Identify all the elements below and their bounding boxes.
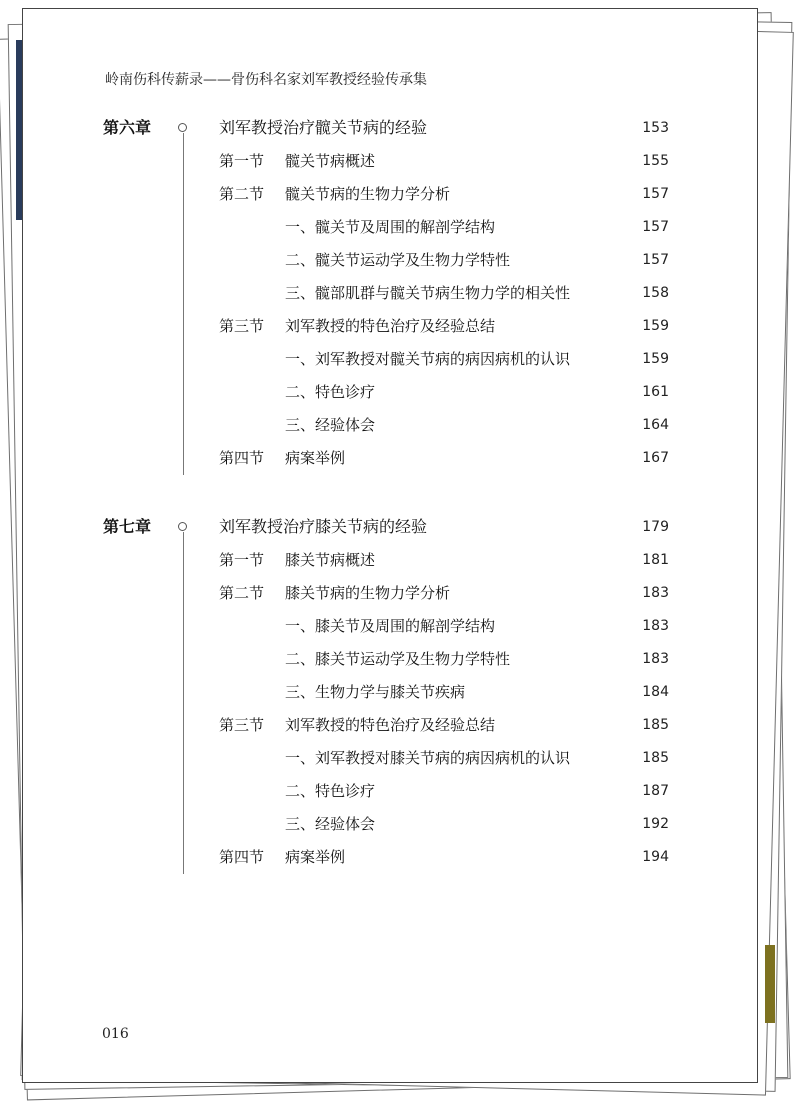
page-ref: 194 [642, 849, 669, 865]
subsection-title: 三、髋部肌群与髋关节病生物力学的相关性 [285, 284, 571, 302]
toc-section-row[interactable] [23, 447, 759, 469]
section-number: 第四节 [219, 449, 265, 467]
toc-subsection-row[interactable] [23, 381, 759, 403]
section-title: 膝关节病概述 [285, 551, 376, 569]
running-header: 岭南伤科传薪录——骨伤科名家刘军教授经验传承集 [105, 72, 427, 88]
toc-section-row[interactable] [23, 183, 759, 205]
toc-section-row[interactable] [23, 549, 759, 571]
page-ref: 185 [642, 750, 669, 766]
subsection-title: 一、髋关节及周围的解剖学结构 [285, 218, 496, 236]
toc-subsection-row[interactable] [23, 747, 759, 769]
toc-subsection-row[interactable] [23, 282, 759, 304]
chapter-title: 刘军教授治疗膝关节病的经验 [219, 517, 428, 536]
section-number: 第四节 [219, 848, 265, 866]
page-ref: 185 [642, 717, 669, 733]
section-title: 病案举例 [285, 848, 346, 866]
toc-subsection-row[interactable] [23, 813, 759, 835]
toc-subsection-row[interactable] [23, 348, 759, 370]
page-ref: 167 [642, 450, 669, 466]
section-title: 刘军教授的特色治疗及经验总结 [285, 317, 496, 335]
toc-subsection-row[interactable] [23, 414, 759, 436]
page-number: 016 [102, 1026, 129, 1042]
toc-chapter-row[interactable] [23, 117, 759, 139]
section-number: 第一节 [219, 152, 265, 170]
subsection-title: 二、特色诊疗 [285, 782, 376, 800]
page-ref: 183 [642, 651, 669, 667]
section-title: 病案举例 [285, 449, 346, 467]
page-ref: 157 [642, 219, 669, 235]
subsection-title: 一、刘军教授对膝关节病的病因病机的认识 [285, 749, 571, 767]
toc-subsection-row[interactable] [23, 615, 759, 637]
page-ref: 164 [642, 417, 669, 433]
chapter-label: 第七章 [103, 517, 152, 536]
section-title: 髋关节病的生物力学分析 [285, 185, 451, 203]
subsection-title: 三、经验体会 [285, 416, 376, 434]
toc-chapter-row[interactable] [23, 516, 759, 538]
section-number: 第一节 [219, 551, 265, 569]
subsection-title: 三、生物力学与膝关节疾病 [285, 683, 466, 701]
page-ref: 187 [642, 783, 669, 799]
toc-subsection-row[interactable] [23, 216, 759, 238]
page-ref: 161 [642, 384, 669, 400]
toc-subsection-row[interactable] [23, 249, 759, 271]
subsection-title: 二、髋关节运动学及生物力学特性 [285, 251, 511, 269]
page-ref: 157 [642, 252, 669, 268]
page-ref: 157 [642, 186, 669, 202]
section-number: 第二节 [219, 185, 265, 203]
section-number: 第三节 [219, 317, 265, 335]
subsection-title: 二、膝关节运动学及生物力学特性 [285, 650, 511, 668]
page-ref: 155 [642, 153, 669, 169]
section-title: 刘军教授的特色治疗及经验总结 [285, 716, 496, 734]
toc-section-row[interactable] [23, 714, 759, 736]
page-ref: 158 [642, 285, 669, 301]
chapter-title: 刘军教授治疗髋关节病的经验 [219, 118, 428, 137]
cover-edge-olive [765, 945, 775, 1023]
page-ref: 159 [642, 318, 669, 334]
section-title: 膝关节病的生物力学分析 [285, 584, 451, 602]
page-ref: 192 [642, 816, 669, 832]
subsection-title: 二、特色诊疗 [285, 383, 376, 401]
section-title: 髋关节病概述 [285, 152, 376, 170]
subsection-title: 一、刘军教授对髋关节病的病因病机的认识 [285, 350, 571, 368]
toc-section-row[interactable] [23, 582, 759, 604]
toc-section-row[interactable] [23, 315, 759, 337]
page-ref: 184 [642, 684, 669, 700]
page-ref: 183 [642, 618, 669, 634]
subsection-title: 一、膝关节及周围的解剖学结构 [285, 617, 496, 635]
section-number: 第三节 [219, 716, 265, 734]
toc-subsection-row[interactable] [23, 681, 759, 703]
toc-section-row[interactable] [23, 846, 759, 868]
page-ref: 179 [642, 519, 669, 535]
toc-subsection-row[interactable] [23, 780, 759, 802]
chapter-label: 第六章 [103, 118, 152, 137]
page-ref: 153 [642, 120, 669, 136]
page-ref: 183 [642, 585, 669, 601]
toc-page [22, 8, 758, 1083]
toc-subsection-row[interactable] [23, 648, 759, 670]
section-number: 第二节 [219, 584, 265, 602]
subsection-title: 三、经验体会 [285, 815, 376, 833]
toc-section-row[interactable] [23, 150, 759, 172]
page-ref: 159 [642, 351, 669, 367]
page-ref: 181 [642, 552, 669, 568]
